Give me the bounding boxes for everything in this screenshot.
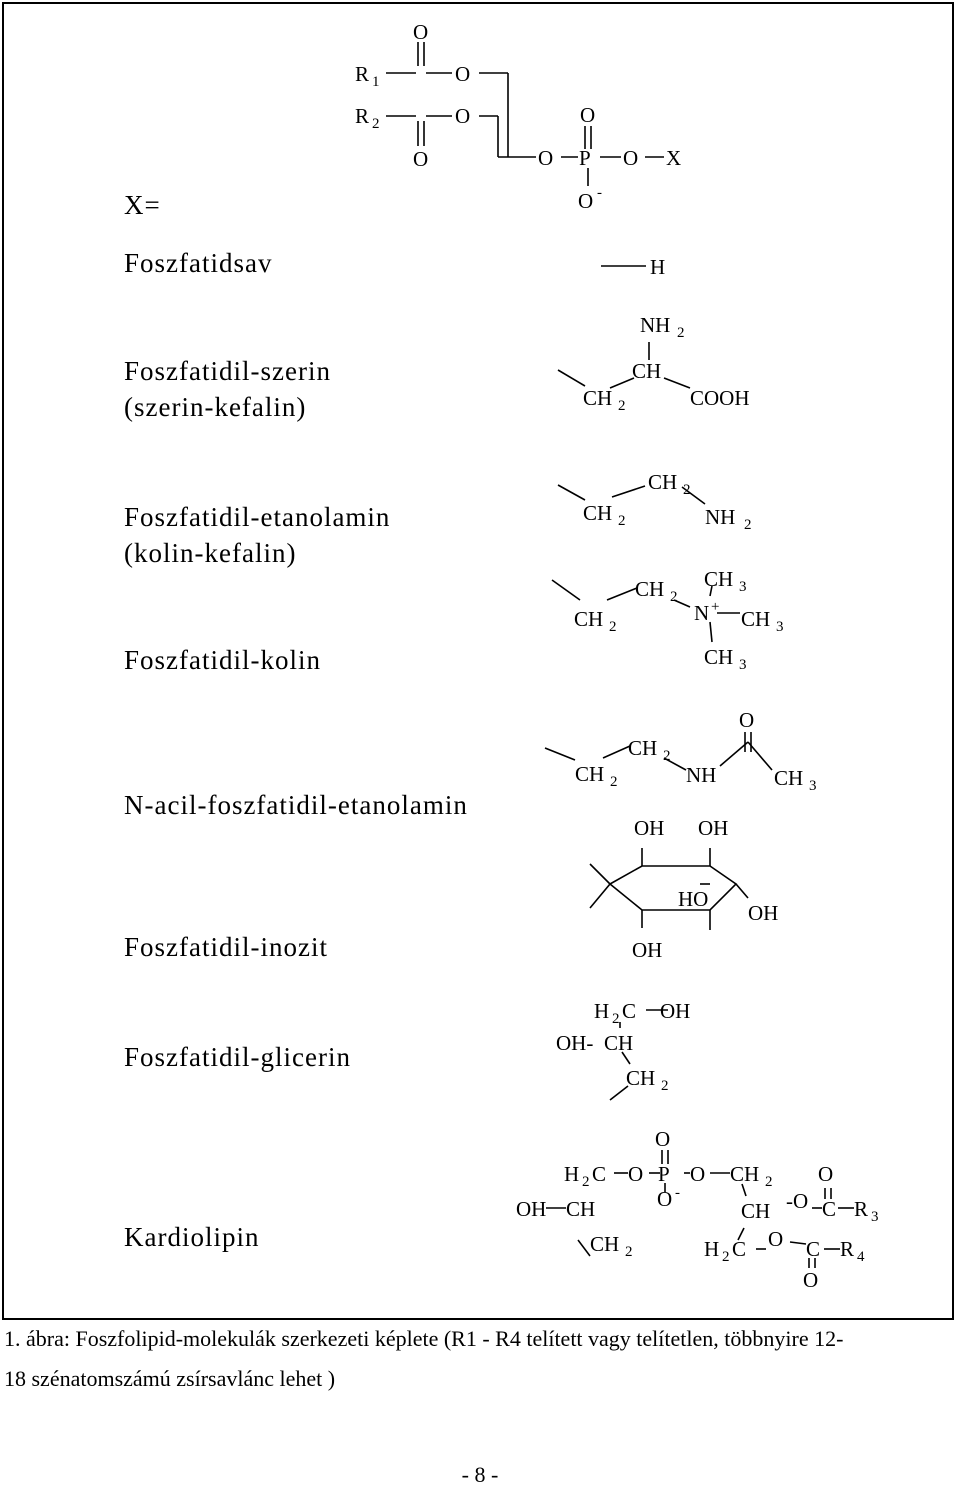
kardio-carbonyl-o-top: O bbox=[818, 1162, 834, 1186]
svg-text:2: 2 bbox=[765, 1174, 773, 1190]
r2-atom: R bbox=[355, 104, 370, 128]
minus-charge: - bbox=[597, 185, 602, 201]
bond-lines bbox=[386, 42, 854, 1268]
phosphate-o-right: O bbox=[623, 146, 639, 170]
inozit-oh-4: OH bbox=[632, 938, 663, 962]
phosphate-o-left: O bbox=[538, 146, 554, 170]
svg-text:3: 3 bbox=[739, 579, 747, 595]
inozit-oh-2: OH bbox=[698, 816, 729, 840]
kardio-p-o-top: O bbox=[655, 1127, 671, 1151]
kardio-oh: OH bbox=[516, 1197, 547, 1221]
x-equals-label: X= bbox=[124, 190, 161, 220]
r1-atom: R bbox=[355, 62, 370, 86]
kardio-o-2: O bbox=[690, 1162, 706, 1186]
svg-text:+: + bbox=[711, 599, 720, 615]
glicerin-ch: CH bbox=[604, 1031, 634, 1055]
kardio-c-3: C bbox=[806, 1237, 821, 1261]
foszfatidsav-h: H bbox=[650, 255, 666, 279]
page-number: - 8 - bbox=[461, 1462, 499, 1487]
glicerin-c: C bbox=[622, 999, 637, 1023]
nacil-carbonyl-o: O bbox=[739, 708, 755, 732]
r1-subscript: 1 bbox=[372, 74, 380, 90]
kardio-ch: CH bbox=[566, 1197, 596, 1221]
svg-text:2: 2 bbox=[582, 1174, 590, 1190]
svg-text:2: 2 bbox=[610, 774, 618, 790]
label-foszfatidil-szerin: Foszfatidil-szerin bbox=[124, 356, 331, 386]
phosphate-o-minus: O bbox=[578, 189, 594, 213]
svg-text:2: 2 bbox=[663, 748, 671, 764]
carbonyl-o-2: O bbox=[413, 147, 429, 171]
kardio-r3: R bbox=[854, 1197, 869, 1221]
kardio-ch2: CH bbox=[590, 1232, 620, 1256]
svg-text:2: 2 bbox=[677, 325, 685, 341]
kardio-c: C bbox=[592, 1162, 607, 1186]
kardio-c-2: C bbox=[732, 1237, 747, 1261]
label-kardiolipin: Kardiolipin bbox=[124, 1222, 260, 1252]
label-foszfatidil-glicerin: Foszfatidil-glicerin bbox=[124, 1042, 351, 1072]
etanolamin-ch2-top: CH bbox=[648, 470, 678, 494]
kardio-o-minus: O bbox=[657, 1187, 673, 1211]
glicerin-ch2: CH bbox=[626, 1066, 656, 1090]
kardio-h: H bbox=[564, 1162, 580, 1186]
svg-text:2: 2 bbox=[612, 1011, 620, 1027]
label-foszfatidil-etanolamin: Foszfatidil-etanolamin bbox=[124, 502, 391, 532]
kolin-ch2: CH bbox=[574, 607, 604, 631]
inozit-ho: HO bbox=[678, 887, 709, 911]
svg-text:2: 2 bbox=[661, 1078, 669, 1094]
glicerin-oh-top: OH bbox=[660, 999, 691, 1023]
label-n-acil-foszfatidil-etanolamin: N-acil-foszfatidil-etanolamin bbox=[124, 790, 468, 820]
label-foszfatidsav: Foszfatidsav bbox=[124, 248, 273, 278]
svg-text:2: 2 bbox=[618, 398, 626, 414]
svg-text:2: 2 bbox=[744, 517, 752, 533]
szerin-ch: CH bbox=[632, 359, 662, 383]
svg-text:3: 3 bbox=[776, 619, 784, 635]
nacil-ch2: CH bbox=[575, 762, 605, 786]
x-group: X bbox=[666, 146, 682, 170]
svg-text:2: 2 bbox=[618, 513, 626, 529]
nacil-nh: NH bbox=[686, 763, 717, 787]
svg-text:3: 3 bbox=[809, 778, 817, 794]
glicerin-h: H bbox=[594, 999, 610, 1023]
inozit-oh-3: OH bbox=[748, 901, 779, 925]
svg-text:2: 2 bbox=[722, 1249, 730, 1265]
ester-o-2: O bbox=[455, 104, 471, 128]
kolin-ch3-right: CH bbox=[741, 607, 771, 631]
svg-text:2: 2 bbox=[683, 482, 691, 498]
kardio-ch-right: CH bbox=[741, 1199, 771, 1223]
label-foszfatidil-inozit: Foszfatidil-inozit bbox=[124, 932, 328, 962]
label-kolin-kefalin: (kolin-kefalin) bbox=[124, 538, 297, 568]
etanolamin-ch2: CH bbox=[583, 501, 613, 525]
kolin-ch3-top: CH bbox=[704, 567, 734, 591]
ester-o-1: O bbox=[455, 62, 471, 86]
kardio-c-1: C bbox=[822, 1197, 837, 1221]
etanolamin-nh2: NH bbox=[705, 505, 736, 529]
kardio-o-1: O bbox=[628, 1162, 644, 1186]
szerin-ch2: CH bbox=[583, 386, 613, 410]
kardio-carbonyl-o-bottom: O bbox=[803, 1268, 819, 1292]
svg-text:4: 4 bbox=[857, 1249, 865, 1265]
inozit-oh-1: OH bbox=[634, 816, 665, 840]
szerin-cooh: COOH bbox=[690, 386, 750, 410]
caption-line-2: 18 szénatomszámú zsírsavlánc lehet ) bbox=[4, 1366, 336, 1391]
kardio-o-3: O bbox=[768, 1227, 784, 1251]
carbonyl-o-1: O bbox=[413, 20, 429, 44]
svg-text:2: 2 bbox=[609, 619, 617, 635]
svg-text:3: 3 bbox=[739, 657, 747, 673]
svg-text:-: - bbox=[675, 1185, 680, 1201]
phosphate-o-top: O bbox=[580, 103, 596, 127]
kolin-ch2-top: CH bbox=[635, 577, 665, 601]
glicerin-oh: OH- bbox=[556, 1031, 594, 1055]
r2-subscript: 2 bbox=[372, 116, 380, 132]
phosphorus-atom: P bbox=[579, 146, 591, 170]
kardio-ch2-right: CH bbox=[730, 1162, 760, 1186]
label-foszfatidil-kolin: Foszfatidil-kolin bbox=[124, 645, 321, 675]
nacil-ch2-top: CH bbox=[628, 736, 658, 760]
kolin-ch3-bottom: CH bbox=[704, 645, 734, 669]
kardio-r4: R bbox=[840, 1237, 855, 1261]
kolin-n-plus: N bbox=[694, 601, 710, 625]
svg-text:2: 2 bbox=[670, 589, 678, 605]
kardio-ester-o: -O bbox=[786, 1189, 809, 1213]
svg-text:3: 3 bbox=[871, 1209, 879, 1225]
nacil-ch3: CH bbox=[774, 766, 804, 790]
caption-line-1: 1. ábra: Foszfolipid-molekulák szerkezeti képlete (R1 - R4 telített vagy telítetlen, többnyire 12- bbox=[4, 1326, 844, 1351]
svg-text:2: 2 bbox=[625, 1244, 633, 1260]
label-szerin-kefalin: (szerin-kefalin) bbox=[124, 392, 307, 422]
kardio-h2c: H bbox=[704, 1237, 720, 1261]
szerin-nh: NH bbox=[640, 313, 671, 337]
kardio-p: P bbox=[658, 1162, 670, 1186]
